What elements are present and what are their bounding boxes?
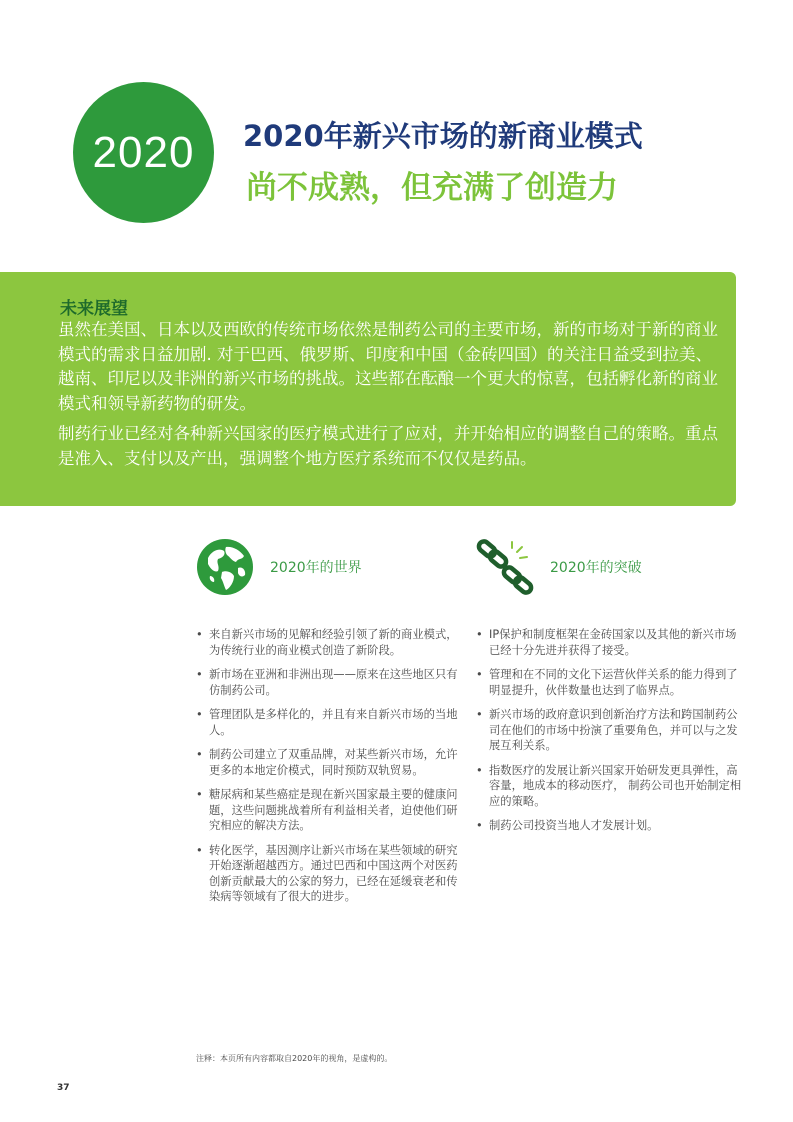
list-item: • 指数医疗的发展让新兴国家开始研发更具弹性，高容量，地成本的移动医疗， 制药公司也开始制定相应的策略。 [476, 763, 744, 810]
list-item: • 制药公司投资当地人才发展计划。 [476, 818, 744, 834]
list-item: • 管理团队是多样化的，并且有来自新兴市场的当地人。 [196, 707, 458, 738]
breakthrough-header [476, 538, 642, 596]
list-item: • 新兴市场的政府意识到创新治疗方法和跨国制药公司在他们的市场中扮演了重要角色，并可以与之发展互利关系。 [476, 707, 744, 754]
world-header [196, 538, 362, 596]
year-badge [73, 82, 214, 223]
breakthrough-list [476, 627, 744, 843]
outlook-panel [0, 272, 736, 506]
list-item: • IP保护和制度框架在金砖国家以及其他的新兴市场已经十分先进并获得了接受。 [476, 627, 744, 658]
globe-icon [196, 538, 254, 596]
broken-chain-icon [476, 538, 534, 596]
outlook-paragraph-2: 制药行业已经对各种新兴国家的医疗模式进行了应对，并开始相应的调整自己的策略。重点是准入、支付以及产出，强调整个地方医疗系统而不仅仅是药品。 [58, 424, 718, 468]
page-title: 2020年新兴市场的新商业模式 [243, 119, 643, 153]
list-item: • 来自新兴市场的见解和经验引领了新的商业模式，为传统行业的商业模式创造了新阶段。 [196, 627, 458, 658]
footnote: 注释：本页所有内容都取自2020年的视角，是虚构的。 [196, 1054, 393, 1063]
page-subtitle: 尚不成熟，但充满了创造力 [246, 170, 618, 206]
world-label: 2020年的世界 [270, 560, 362, 576]
list-item: • 新市场在亚洲和非洲出现——原来在这些地区只有仿制药公司。 [196, 667, 458, 698]
page-number: 37 [57, 1083, 70, 1093]
outlook-paragraph-1: 虽然在美国、日本以及西欧的传统市场依然是制药公司的主要市场，新的市场对于新的商业模式的需求日益加剧. 对于巴西、俄罗斯、印度和中国（金砖四国）的关注日益受到拉美、越南、印尼以及非洲的新兴市场的挑战。这些都在酝酿一个更大的惊喜，包括孵化新的商业模式和领导新药物的研发。 [58, 320, 718, 413]
breakthrough-label: 2020年的突破 [550, 560, 642, 576]
list-item: • 糖尿病和某些癌症是现在新兴国家最主要的健康问题，这些问题挑战着所有利益相关者，迫使他们研究相应的解决方法。 [196, 787, 458, 834]
list-item: • 管理和在不同的文化下运营伙伴关系的能力得到了明显提升，伙伴数量也达到了临界点。 [476, 667, 744, 698]
outlook-heading: 未来展望 [60, 299, 128, 319]
list-item: • 转化医学，基因测序让新兴市场在某些领域的研究开始逐渐超越西方。通过巴西和中国这两个对医药创新贡献最大的公家的努力，已经在延缓衰老和传染病等领域有了很大的进步。 [196, 843, 458, 905]
world-list [196, 627, 458, 914]
list-item: • 制药公司建立了双重品牌，对某些新兴市场，允许更多的本地定价模式，同时预防双轨贸易。 [196, 747, 458, 778]
year-text: 2020 [92, 127, 195, 177]
